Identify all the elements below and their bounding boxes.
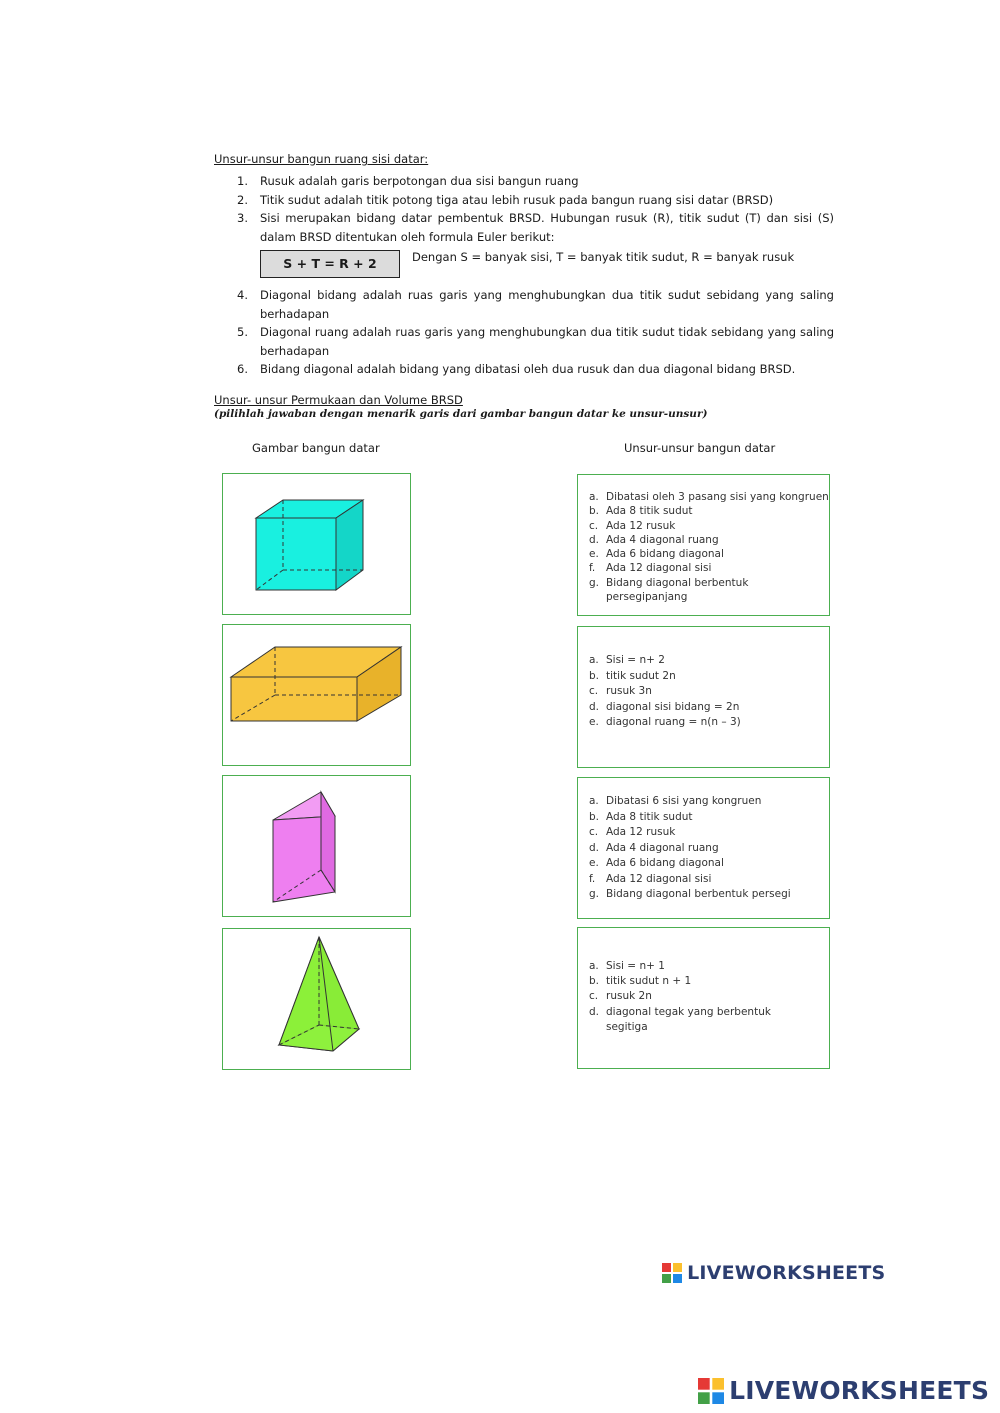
property-item: g. Bidang diagonal berbentuk persegi	[589, 888, 791, 900]
property-box-4[interactable]	[577, 927, 830, 1069]
rule-item	[214, 209, 834, 246]
property-item: e. Ada 6 bidang diagonal	[589, 548, 724, 561]
property-item: c. Ada 12 rusuk	[589, 826, 676, 838]
shape-card-cuboid[interactable]	[222, 624, 411, 766]
rule-text: Rusuk adalah garis berpotongan dua sisi bangun ruang	[260, 174, 579, 188]
shape-card-triangular-prism[interactable]	[222, 775, 411, 917]
property-item: c. rusuk 2n	[589, 990, 652, 1003]
rule-number: 5.	[237, 325, 248, 339]
section1-title: Unsur-unsur bangun ruang sisi datar:	[214, 152, 429, 166]
property-item: d. Ada 4 diagonal ruang	[589, 533, 719, 546]
property-item: d. Ada 4 diagonal ruang	[589, 841, 719, 854]
property-item: a. Dibatasi oleh 3 pasang sisi yang kongruen	[589, 491, 829, 503]
property-item: b. Ada 8 titik sudut	[589, 810, 693, 823]
property-box-3[interactable]	[577, 777, 830, 919]
rule-item	[214, 191, 834, 210]
pyramid-figure	[223, 929, 409, 1068]
rule-text: Bidang diagonal adalah bidang yang dibatasi oleh dua rusuk dan dua diagonal bidang BRSD.	[260, 362, 796, 376]
rule-item	[214, 323, 834, 360]
rule-number: 1.	[237, 174, 248, 188]
rule-item	[214, 172, 834, 191]
property-box-2[interactable]	[577, 626, 830, 768]
property-item: a. Sisi = n+ 2	[589, 654, 665, 666]
left-column-header: Gambar bangun datar	[252, 441, 380, 455]
property-item: a. Dibatasi 6 sisi yang kongruen	[589, 795, 762, 807]
property-item: b. Ada 8 titik sudut	[589, 505, 693, 518]
property-item: e. Ada 6 bidang diagonal	[589, 857, 724, 869]
property-item: f. Ada 12 diagonal sisi	[589, 872, 712, 885]
liveworksheets-icon	[662, 1263, 682, 1283]
liveworksheets-logo-footer[interactable]	[698, 1376, 989, 1405]
property-item: c. rusuk 3n	[589, 685, 652, 697]
shape-card-pyramid[interactable]	[222, 928, 411, 1070]
liveworksheets-wordmark: LIVEWORKSHEETS	[687, 1262, 886, 1284]
property-item: g. Bidang diagonal berbentuk persegipanjang	[589, 576, 749, 604]
section2-subtitle: (pilihlah jawaban dengan menarik garis dari gambar bangun datar ke unsur-unsur)	[214, 408, 708, 420]
rule-item	[214, 286, 834, 323]
cuboid-figure	[223, 625, 409, 764]
rule-text: Titik sudut adalah titik potong tiga atau lebih rusuk pada bangun ruang sisi datar (BRSD)	[260, 192, 774, 207]
rule-number: 3.	[237, 211, 248, 225]
formula-note: Dengan S = banyak sisi, T = banyak titik sudut, R = banyak rusuk	[412, 250, 795, 264]
rule-item	[214, 360, 834, 379]
property-box-1[interactable]	[577, 474, 830, 616]
property-item: f. Ada 12 diagonal sisi	[589, 562, 712, 575]
property-item: b. titik sudut 2n	[589, 669, 676, 682]
rule-number: 6.	[237, 362, 248, 376]
cuboid-front-face	[231, 677, 357, 721]
right-column-header: Unsur-unsur bangun datar	[624, 441, 776, 455]
liveworksheets-logo-inner	[662, 1262, 885, 1284]
property-item: c. Ada 12 rusuk	[589, 519, 676, 532]
cube-front-face	[256, 518, 336, 590]
property-item: d. diagonal sisi bidang = 2n	[589, 700, 740, 713]
property-item: a. Sisi = n+ 1	[589, 960, 665, 972]
cube-figure	[223, 474, 409, 613]
rules-list	[214, 172, 834, 379]
property-item: e. diagonal ruang = n(n – 3)	[589, 716, 741, 728]
property-item: b. titik sudut n + 1	[589, 975, 692, 988]
section2-title: Unsur- unsur Permukaan dan Volume BRSD	[214, 393, 463, 407]
liveworksheets-icon	[698, 1378, 724, 1404]
rule-text: Diagonal bidang adalah ruas garis yang menghubungkan dua titik sudut sebidang yang saling berhadapan	[260, 288, 834, 321]
rule-text: Sisi merupakan bidang datar pembentuk BRSD. Hubungan rusuk (R), titik sudut (T) dan sisi (S) dalam BRSD ditentukan oleh formula Euler berikut:	[260, 211, 834, 244]
euler-formula-box: S + T = R + 2	[260, 250, 400, 278]
property-item: d. diagonal tegak yang berbentuk segitiga	[589, 1005, 771, 1033]
rule-text: Diagonal ruang adalah ruas garis yang menghubungkan dua titik sudut tidak sebidang yang saling berhadapan	[260, 325, 834, 358]
shape-card-cube[interactable]	[222, 473, 411, 615]
liveworksheets-wordmark: LIVEWORKSHEETS	[729, 1376, 990, 1405]
rule-number: 4.	[237, 288, 248, 302]
prism-figure	[223, 776, 409, 915]
formula-row	[260, 246, 834, 286]
rule-number: 2.	[237, 192, 248, 207]
